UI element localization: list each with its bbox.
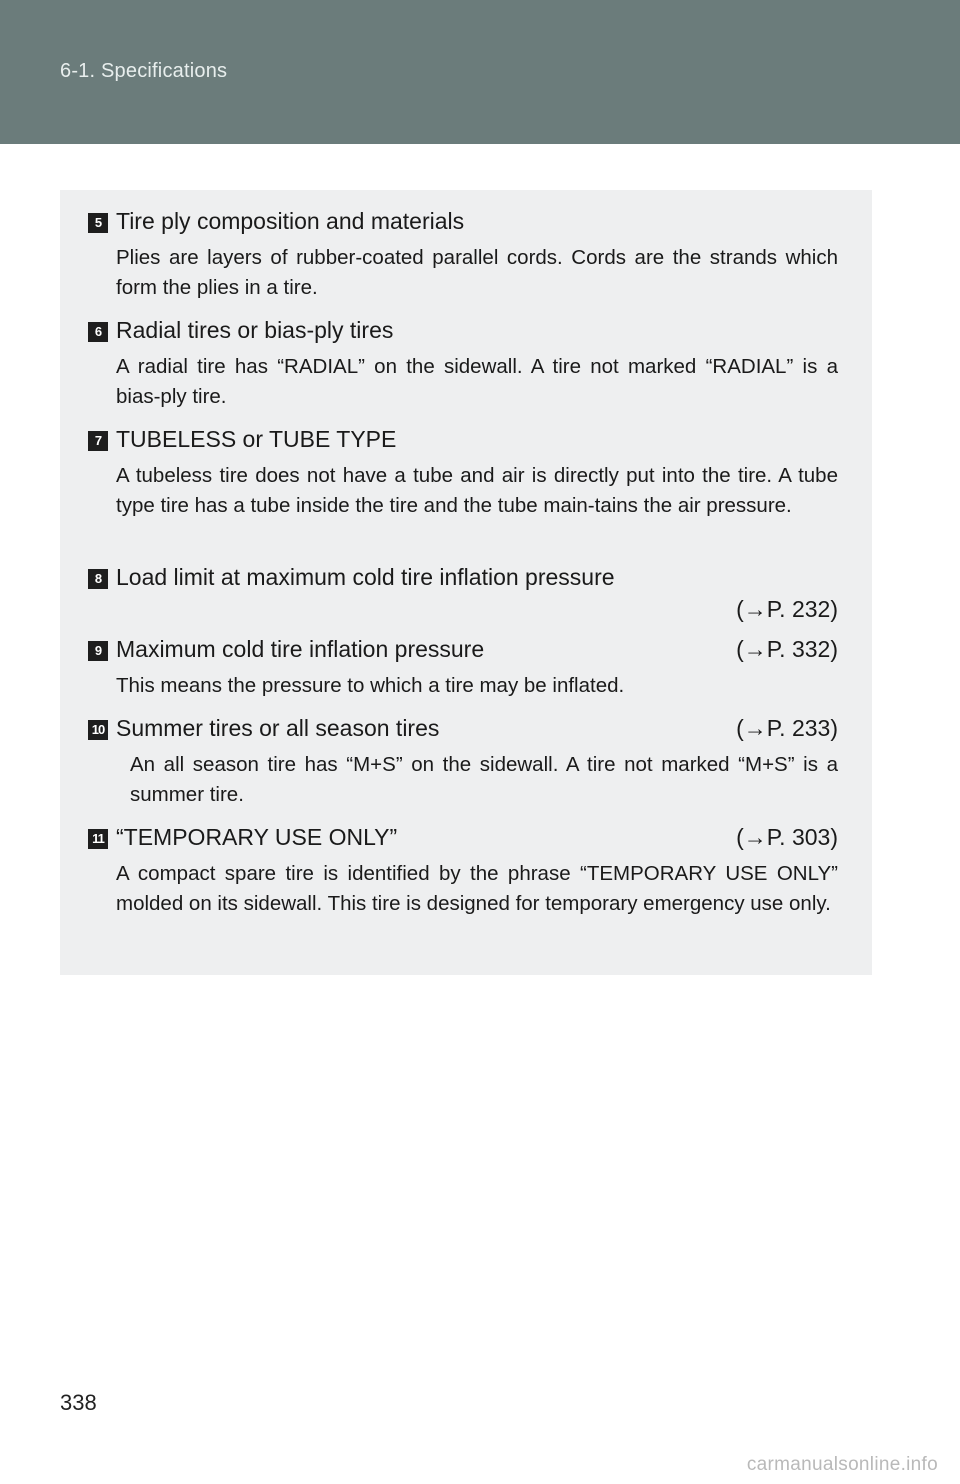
item-number-badge: 8 <box>88 569 108 589</box>
page-reference: (→P. 332) <box>736 636 838 662</box>
item-title: Load limit at maximum cold tire inflation pressure <box>116 564 615 590</box>
item-number-badge: 11 <box>88 829 108 849</box>
item-description: A compact spare tire is identified by the phrase “TEMPORARY USE ONLY” molded on its sidewall. This tire is designed for temporary emergency use only. <box>116 862 838 915</box>
item-description: An all season tire has “M+S” on the sidewall. A tire not marked “M+S” is a summer tire. <box>130 753 838 806</box>
item-title: Summer tires or all season tires <box>116 715 440 741</box>
item-number-badge: 6 <box>88 322 108 342</box>
item-title: Maximum cold tire inflation pressure <box>116 636 485 662</box>
page-number: 338 <box>60 1390 97 1415</box>
page-reference: (→P. 232) <box>736 596 838 622</box>
item-number-badge: 10 <box>88 720 108 740</box>
watermark: carmanualsonline.info <box>746 1454 938 1475</box>
item-number-badge: 5 <box>88 213 108 233</box>
item-title: Radial tires or bias-ply tires <box>116 317 394 343</box>
item-title: “TEMPORARY USE ONLY” <box>116 824 398 850</box>
page-reference: (→P. 303) <box>736 824 838 850</box>
item-number-badge: 7 <box>88 431 108 451</box>
item-title: Tire ply composition and materials <box>116 208 465 234</box>
item-description: Plies are layers of rubber-coated parallel cords. Cords are the strands which form the plies in a tire. <box>116 246 838 299</box>
item-description: A tubeless tire does not have a tube and air is directly put into the tire. A tube type tire has a tube inside the tire and the tube main-tains the air pressure. <box>116 464 838 517</box>
item-title: TUBELESS or TUBE TYPE <box>116 426 397 452</box>
content-box <box>60 190 872 975</box>
section-title: 6-1. Specifications <box>60 60 228 82</box>
header-band <box>0 0 960 144</box>
item-description: A radial tire has “RADIAL” on the sidewall. A tire not marked “RADIAL” is a bias-ply tire. <box>116 355 838 408</box>
item-number-badge: 9 <box>88 641 108 661</box>
page-reference: (→P. 233) <box>736 715 838 741</box>
item-description: This means the pressure to which a tire may be inflated. <box>116 674 625 697</box>
